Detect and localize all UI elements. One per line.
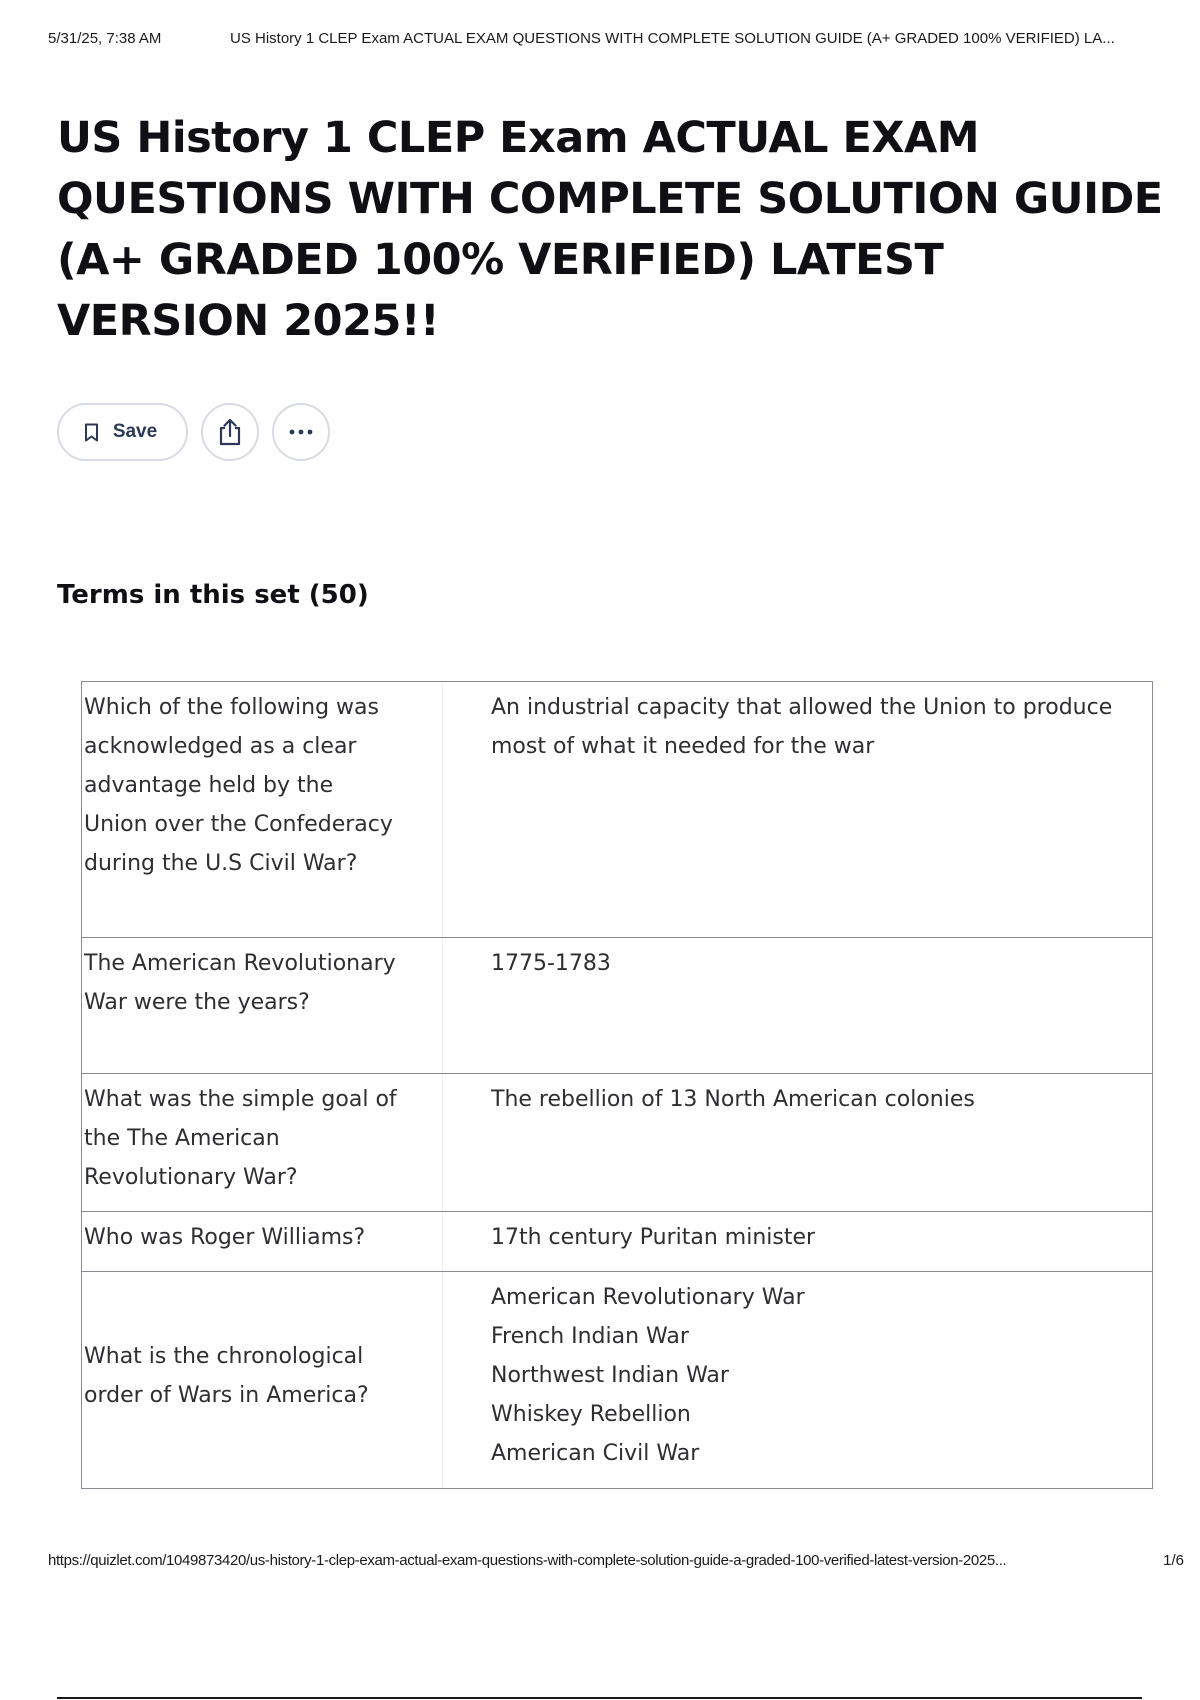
page-url: https://quizlet.com/1049873420/us-history-1-clep-exam-actual-exam-questions-with-complete-solution-guide-a-graded-100-verified-latest-version-2025... — [48, 1552, 1007, 1569]
definition-line: 17th century Puritan minister — [491, 1225, 816, 1250]
term-row — [82, 682, 1153, 938]
definition-line: An industrial capacity that allowed the Union to produce most of what it needed for the war — [491, 695, 1113, 759]
definition-cell — [443, 1212, 1153, 1272]
definition-line: Whiskey Rebellion — [491, 1402, 691, 1427]
action-bar — [57, 403, 330, 461]
definition-line: 1775-1783 — [491, 951, 611, 976]
share-button[interactable] — [201, 403, 259, 461]
share-icon — [217, 418, 243, 446]
bookmark-icon — [84, 423, 99, 442]
print-date: 5/31/25, 7:38 AM — [48, 30, 162, 47]
term-cell: What was the simple goal of the The American Revolutionary War? — [82, 1074, 443, 1212]
term-cell: Which of the following was acknowledged as a clear advantage held by the Union over the Confederacy during the U.S Civil War? — [82, 682, 443, 938]
save-button[interactable] — [57, 403, 188, 461]
more-options-button[interactable] — [272, 403, 330, 461]
term-row — [82, 938, 1153, 1074]
definition-cell — [443, 1272, 1153, 1489]
term-cell: The American Revolutionary War were the years? — [82, 938, 443, 1074]
term-row — [82, 1272, 1153, 1489]
definition-cell — [443, 938, 1153, 1074]
terms-table — [81, 681, 1153, 1489]
page-title: US History 1 CLEP Exam ACTUAL EXAM QUESTIONS WITH COMPLETE SOLUTION GUIDE (A+ GRADED 100% VERIFIED) LATEST VERSION 2025!! — [57, 113, 1163, 346]
definition-line: American Civil War — [491, 1441, 700, 1466]
terms-heading: Terms in this set (50) — [57, 580, 369, 610]
save-button-label: Save — [112, 421, 158, 442]
divider — [57, 1697, 1142, 1699]
definition-line: The rebellion of 13 North American colonies — [491, 1087, 975, 1112]
definition-cell — [443, 682, 1153, 938]
term-row — [82, 1074, 1153, 1212]
more-horizontal-icon — [288, 429, 314, 435]
definition-cell — [443, 1074, 1153, 1212]
term-row — [82, 1212, 1153, 1272]
definition-line: French Indian War — [491, 1324, 689, 1349]
term-cell: What is the chronological order of Wars in America? — [82, 1272, 443, 1489]
print-document-title: US History 1 CLEP Exam ACTUAL EXAM QUESTIONS WITH COMPLETE SOLUTION GUIDE (A+ GRADED 100% VERIFIED) LA... — [230, 30, 1115, 47]
term-cell: Who was Roger Williams? — [82, 1212, 443, 1272]
page-number: 1/6 — [1163, 1552, 1184, 1569]
definition-line: Northwest Indian War — [491, 1363, 729, 1388]
definition-line: American Revolutionary War — [491, 1285, 805, 1310]
